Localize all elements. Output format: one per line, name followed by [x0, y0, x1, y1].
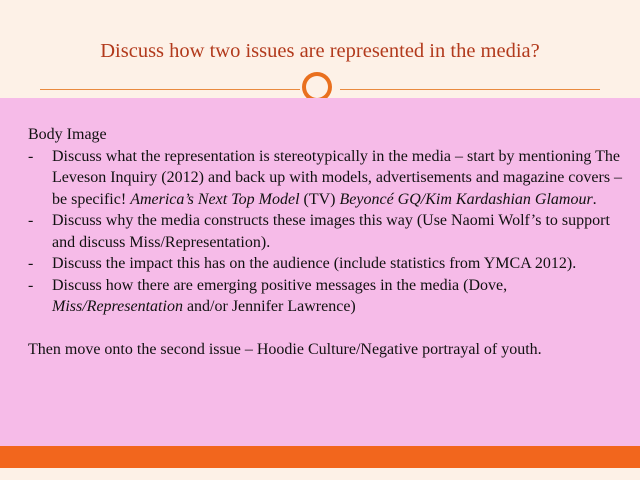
closing-paragraph: Then move onto the second issue – Hoodie Culture/Negative portrayal of youth. [28, 341, 542, 358]
bullet-item-1 [28, 146, 628, 211]
bullet-list [28, 146, 628, 318]
bullet-item-2 [28, 210, 628, 253]
title-divider-right [340, 89, 600, 90]
bullet-marker: - [28, 255, 34, 272]
bullet-4-italic-documentary: Miss/Representation [52, 298, 183, 315]
bullet-4-text: Discuss how there are emerging positive messages in the media (Dove, [52, 276, 508, 294]
bottom-strip [0, 468, 640, 480]
bullet-1-text-2: (TV) [299, 190, 340, 208]
body-text [28, 124, 628, 377]
bullet-item-4 [28, 275, 628, 318]
bullet-1-text-3: . [592, 190, 597, 208]
divider-circle-inner [306, 76, 328, 98]
bottom-accent-bar [0, 446, 640, 468]
bullet-marker: - [28, 276, 34, 294]
bullet-4-text-2: and/or Jennifer Lawrence) [182, 298, 356, 315]
bullet-3-text: Discuss the impact this has on the audience (include statistics from YMCA 2012). [52, 255, 577, 272]
section-heading: Body Image [28, 126, 107, 143]
bullet-item-3 [28, 253, 628, 275]
bullet-1-italic-show: America’s Next Top Model [130, 190, 300, 208]
bullet-marker: - [28, 147, 34, 165]
bullet-2-text: Discuss why the media constructs these images this way (Use Naomi Wolf’s to support and discuss Miss/Representation). [52, 212, 610, 251]
bullet-marker: - [28, 212, 34, 229]
title-divider-left [40, 89, 300, 90]
bullet-1-italic-magazines: Beyoncé GQ/Kim Kardashian Glamour [339, 190, 593, 208]
bullet-1-text: Discuss what the representation is stereotypically in the media – start by mentioning The Leveson Inquiry (2012) and back up with models, advertisements and magazine covers – be specific! [52, 147, 623, 208]
slide-title: Discuss how two issues are represented in the media? [100, 40, 540, 62]
